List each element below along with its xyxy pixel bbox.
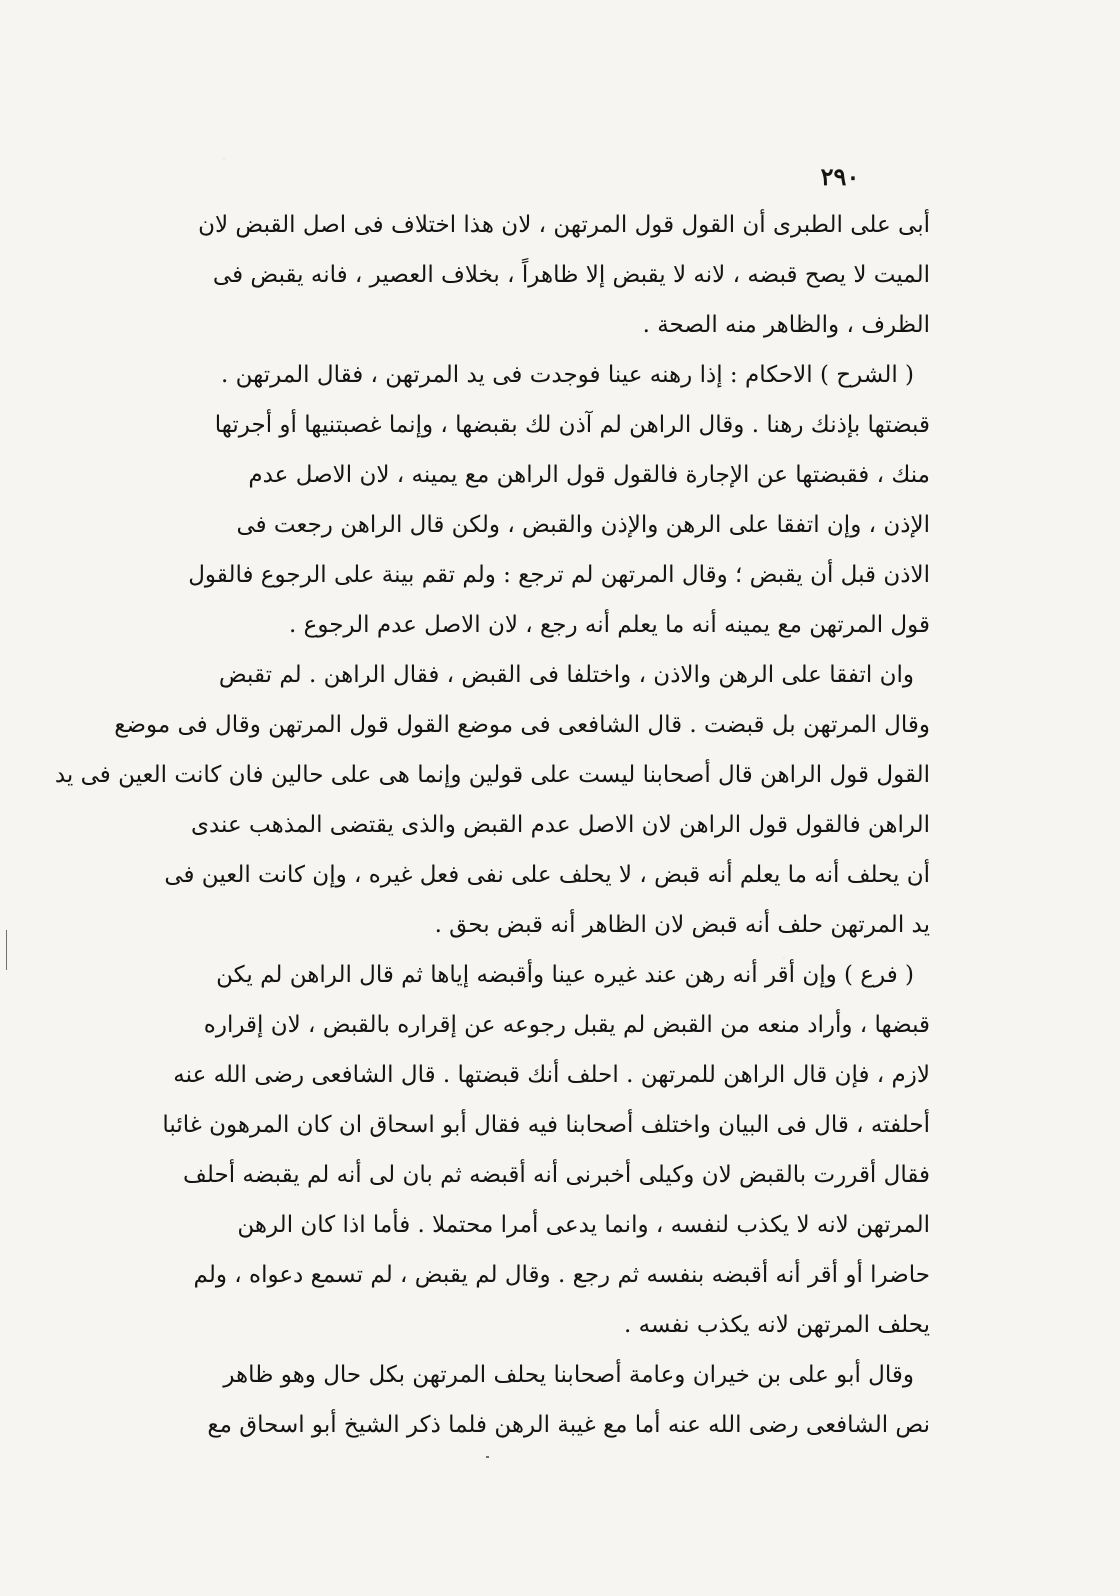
- scan-mark: [486, 1456, 489, 1458]
- text-line: الظرف ، والظاهر منه الصحة .: [642, 312, 930, 338]
- text-line: الراهن فالقول قول الراهن لان الاصل عدم القبض والذى يقتضى المذهب عندى: [190, 812, 930, 838]
- text-line: الإذن ، وإن اتفقا على الرهن والإذن والقبض ، ولكن قال الراهن رجعت فى: [236, 512, 930, 538]
- text-line: حاضرا أو أقر أنه أقبضه بنفسه ثم رجع . وقال لم يقبض ، لم تسمع دعواه ، ولم: [193, 1262, 930, 1288]
- text-line: أحلفته ، قال فى البيان واختلف أصحابنا فيه فقال أبو اسحاق ان كان المرهون غائبا: [162, 1112, 930, 1138]
- paragraph-5: [188, 1350, 930, 1450]
- text-line: أبى على الطبرى أن القول قول المرتهن ، لان هذا اختلاف فى اصل القبض لان: [198, 212, 930, 238]
- text-line: القول قول الراهن قال أصحابنا ليست على قولين وإنما هى على حالين فان كانت العين فى يد: [54, 762, 930, 788]
- paragraph-1: [188, 200, 930, 350]
- text-line: الاذن قبل أن يقبض ؛ وقال المرتهن لم ترجع : ولم تقم بينة على الرجوع فالقول: [188, 562, 930, 588]
- text-line: فقال أقررت بالقبض لان وكيلى أخبرنى أنه أقبضه ثم بان لى أنه لم يقبضه أحلف: [183, 1162, 930, 1188]
- text-line: قبضتها بإذنك رهنا . وقال الراهن لم آذن لك بقبضها ، وإنما غصبتنيها أو أجرتها: [214, 412, 930, 438]
- paragraph-4: [162, 950, 930, 1350]
- arabic-text-body: [54, 200, 930, 1450]
- text-line: منك ، فقبضتها عن الإجارة فالقول قول الراهن مع يمينه ، لان الاصل عدم: [248, 462, 930, 488]
- text-line: أن يحلف أنه ما يعلم أنه قبض ، لا يحلف على نفى فعل غيره ، وإن كانت العين فى: [164, 862, 930, 888]
- scan-mark: [6, 930, 7, 970]
- text-line: الميت لا يصح قبضه ، لانه لا يقبض إلا ظاهراً ، بخلاف العصير ، فانه يقبض فى: [212, 262, 930, 288]
- text-line: يد المرتهن حلف أنه قبض لان الظاهر أنه قبض بحق .: [434, 912, 930, 938]
- text-line: ( الشرح ) الاحكام : إذا رهنه عينا فوجدت فى يد المرتهن ، فقال المرتهن .: [221, 362, 914, 388]
- text-line: وان اتفقا على الرهن والاذن ، واختلفا فى القبض ، فقال الراهن . لم تقبض: [218, 662, 914, 688]
- text-line: قبضها ، وأراد منعه من القبض لم يقبل رجوعه عن إقراره بالقبض ، لان إقراره: [203, 1012, 930, 1038]
- text-line: وقال المرتهن بل قبضت . قال الشافعى فى موضع القول قول المرتهن وقال فى موضع: [114, 712, 930, 738]
- text-line: المرتهن لانه لا يكذب لنفسه ، وانما يدعى أمرا محتملا . فأما اذا كان الرهن: [237, 1212, 930, 1238]
- text-line: وقال أبو على بن خيران وعامة أصحابنا يحلف المرتهن بكل حال وهو ظاهر: [223, 1362, 914, 1388]
- page-number: ٢٩٠: [820, 162, 860, 191]
- text-line: ( فرع ) وإن أقر أنه رهن عند غيره عينا وأقبضه إياها ثم قال الراهن لم يكن: [216, 962, 914, 988]
- paragraph-2: [188, 350, 930, 650]
- text-line: يحلف المرتهن لانه يكذب نفسه .: [624, 1312, 930, 1338]
- paragraph-3: [54, 650, 930, 950]
- text-line: نص الشافعى رضى الله عنه أما مع غيبة الرهن فلما ذكر الشيخ أبو اسحاق مع: [207, 1412, 930, 1438]
- text-line: قول المرتهن مع يمينه أنه ما يعلم أنه رجع ، لان الاصل عدم الرجوع .: [288, 612, 930, 638]
- text-line: لازم ، فإن قال الراهن للمرتهن . احلف أنك قبضتها . قال الشافعى رضى الله عنه: [173, 1062, 930, 1088]
